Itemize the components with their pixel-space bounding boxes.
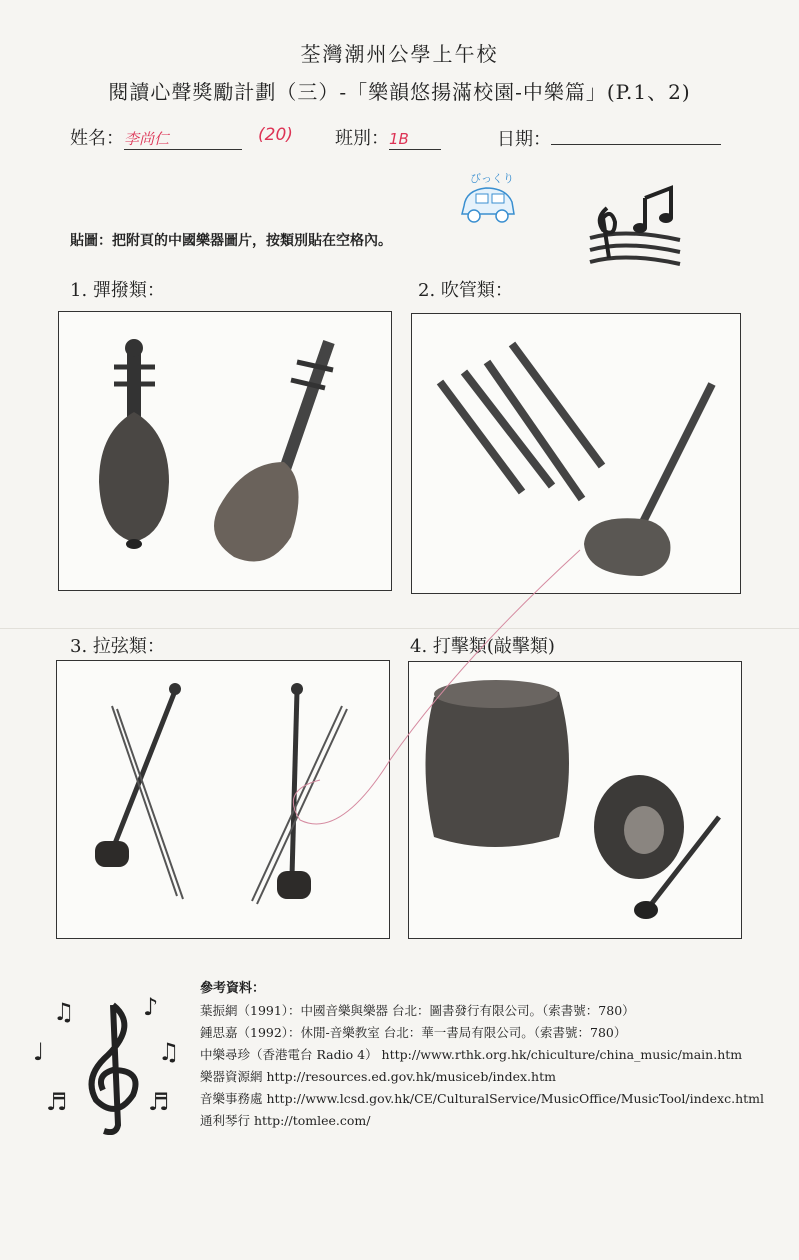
svg-text:♬: ♬ xyxy=(148,1088,170,1116)
reference-line[interactable]: 音樂事務處 http://www.lcsd.gov.hk/CE/CulturalService/MusicOffice/MusicTool/indexc.html xyxy=(200,1091,765,1106)
number-value: (20) xyxy=(258,125,293,145)
music-notes-icon xyxy=(585,178,685,273)
references-section xyxy=(200,978,764,1132)
date-field[interactable] xyxy=(497,124,721,151)
category-label-percussion: 4. 打擊類(敲擊類) xyxy=(410,636,555,657)
sticker-text: びっくり xyxy=(470,172,514,185)
class-value: 1B xyxy=(389,130,409,148)
name-label: 姓名： xyxy=(70,128,124,149)
treble-clef-icon xyxy=(28,985,198,1135)
references-heading: 參考資料： xyxy=(200,981,266,996)
school-name: 荃灣潮州公學上午校 xyxy=(300,42,499,66)
reference-line[interactable]: 通利琴行 http://tomlee.com/ xyxy=(200,1113,371,1128)
svg-text:♪: ♪ xyxy=(143,993,159,1021)
svg-text:♬: ♬ xyxy=(46,1088,68,1116)
reference-line[interactable]: 中樂尋珍（香港電台 Radio 4） http://www.rthk.org.hk/chiculture/china_music/main.htm xyxy=(200,1047,743,1062)
reference-line: 鍾思嘉（1992）：休閒-音樂教室 台北：華一書局有限公司。（索書號：780） xyxy=(200,1025,627,1040)
reference-line[interactable]: 樂器資源網 http://resources.ed.gov.hk/musiceb/index.htm xyxy=(200,1069,556,1084)
class-label: 班別： xyxy=(335,128,389,149)
pencil-scribble xyxy=(280,540,600,850)
svg-text:♫: ♫ xyxy=(158,1038,180,1066)
name-value: 李尚仁 xyxy=(124,130,170,148)
class-field[interactable] xyxy=(335,124,441,150)
reference-line: 葉振網（1991）：中國音樂與樂器 台北：圖書發行有限公司。（索書號：780） xyxy=(200,1003,635,1018)
category-label-wind: 2. 吹管類： xyxy=(418,280,513,301)
category-label-bowed: 3. 拉弦類： xyxy=(70,636,165,657)
category-label-plucked: 1. 彈撥類： xyxy=(70,280,165,301)
student-number xyxy=(258,124,293,145)
date-value xyxy=(551,124,721,145)
instruction-text: 貼圖：把附頁的中國樂器圖片，按類別貼在空格內。 xyxy=(70,233,392,249)
name-field[interactable] xyxy=(70,124,242,150)
date-label: 日期： xyxy=(497,129,551,150)
svg-text:♫: ♫ xyxy=(53,998,75,1026)
worksheet-title: 閱讀心聲獎勵計劃（三）-「樂韻悠揚滿校園-中樂篇」(P.1、2) xyxy=(108,80,691,104)
svg-text:♩: ♩ xyxy=(33,1038,45,1066)
car-sticker-icon xyxy=(456,168,520,228)
